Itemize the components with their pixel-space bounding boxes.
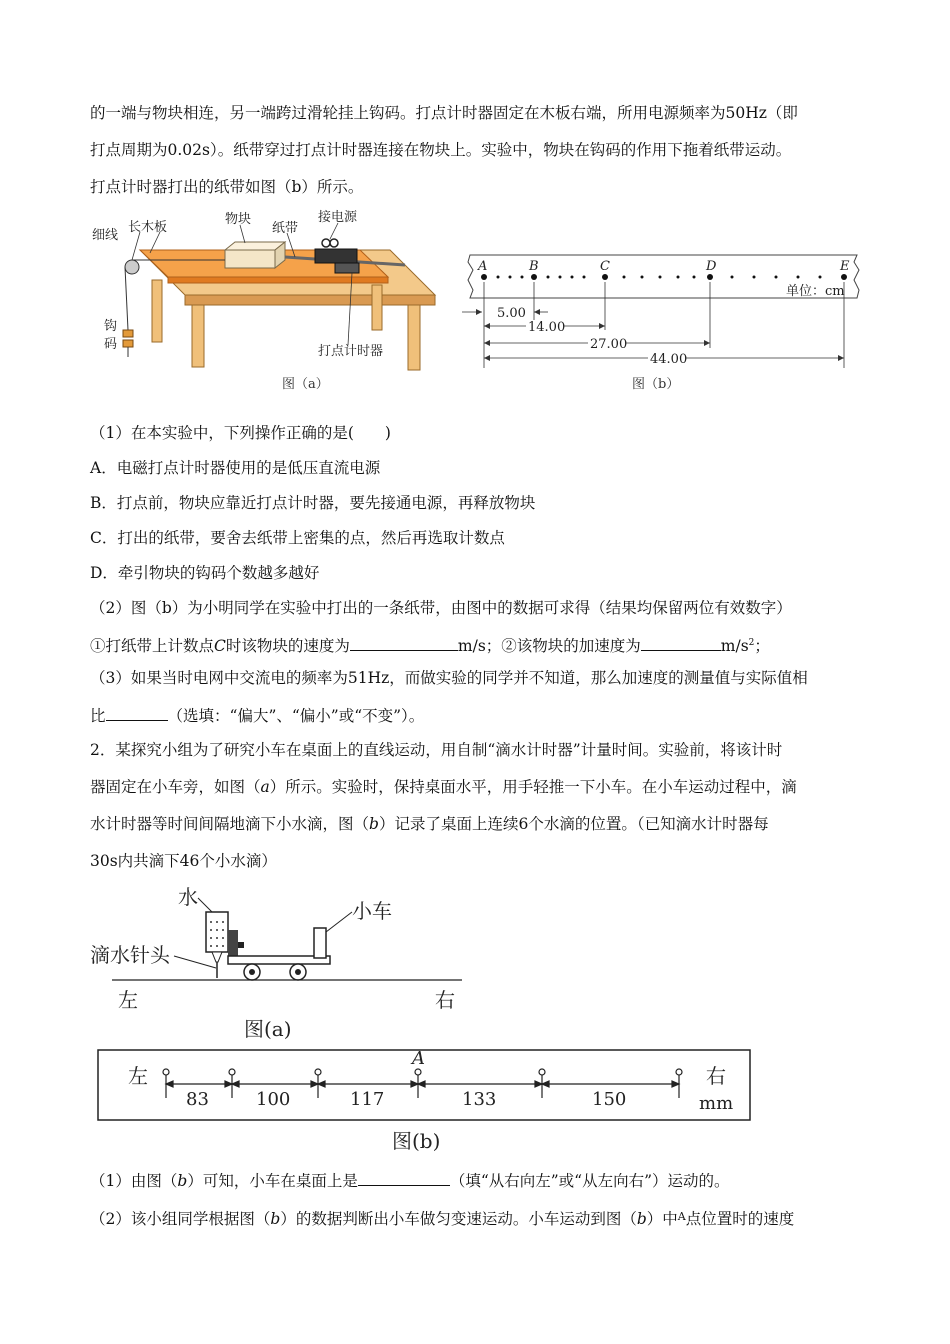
p2q1-c: （填“从右向左”或“从左向右”）运动的。 (449, 1172, 730, 1190)
tape-dot-1 (509, 276, 512, 279)
tape-dot-3 (547, 276, 550, 279)
tape-dot-16 (819, 276, 822, 279)
p2q2-d: 点位置时的速度 (685, 1210, 795, 1228)
p2-line-2 (90, 777, 797, 797)
water-drop-0 (163, 1069, 169, 1075)
p2-l3a: 水计时器等时间间隔地滴下小水滴，图（ (90, 815, 370, 833)
label-you: 右 (435, 988, 455, 1012)
tape-dot-7 (623, 276, 626, 279)
label-zhentou: 滴水针头 (90, 943, 170, 967)
q2-stem: （2）图（b）为小明同学在实验中打出的一条纸带，由图中的数据可求得（结果均保留两位有效数字） (90, 599, 792, 617)
count-point-2 (602, 274, 608, 280)
intro-line-3: 打点计时器打出的纸带如图（b）所示。 (90, 178, 364, 196)
tape-dot-10 (677, 276, 680, 279)
figure-a-apparatus (90, 205, 450, 400)
q1-option-d: D．牵引物块的钩码个数越多越好 (90, 564, 320, 582)
label-changmuban: 长木板 (128, 220, 168, 235)
p2q2-c: ）中 (646, 1210, 678, 1228)
label-zuo: 左 (118, 988, 138, 1012)
q2-u2: m/s (720, 637, 749, 656)
q3-l2a: 比 (90, 707, 106, 725)
point-B: B (529, 259, 539, 274)
q1-option-b: B．打点前，物块应靠近打点计时器，要先接通电源，再释放物块 (90, 494, 536, 512)
tape-dot-8 (641, 276, 644, 279)
dim-27: 27.00 (590, 337, 628, 352)
p2q1-a: （1）由图（ (90, 1172, 178, 1190)
intro-line-1: 的一端与物块相连，另一端跨过滑轮挂上钩码。打点计时器固定在木板右端，所用电源频率为50Hz（即 (90, 104, 798, 122)
tape-dot-12 (731, 276, 734, 279)
water-drop-2 (315, 1069, 321, 1075)
label-zuo-b: 左 (128, 1064, 148, 1088)
q2-p1: ①打纸带上计数点 (90, 637, 215, 656)
count-point-1 (531, 274, 537, 280)
p2-l2a: 器固定在小车旁，如图（ (90, 778, 261, 796)
label-you-b: 右 (706, 1064, 726, 1088)
unit-label: 单位：cm (786, 284, 845, 299)
q2-p2: 时该物块的速度为 (225, 637, 350, 656)
figure-2a-caption: 图(a) (244, 1017, 292, 1041)
label-xiaoche: 小车 (352, 899, 392, 923)
point-D: D (706, 259, 717, 274)
dim-83: 83 (186, 1089, 209, 1110)
tape-dot-13 (753, 276, 756, 279)
tape-dot-0 (497, 276, 500, 279)
tape-dot-5 (571, 276, 574, 279)
q2-end: ； (754, 637, 770, 656)
tape-dot-2 (521, 276, 524, 279)
q3-line-2 (90, 705, 424, 726)
label-mm: mm (699, 1093, 734, 1114)
water-drop-1 (229, 1069, 235, 1075)
tape-dot-14 (775, 276, 778, 279)
figure-b-tape (462, 250, 862, 400)
figure-2b-drops (96, 1048, 756, 1158)
answer-blank-compare[interactable] (106, 705, 168, 721)
p2-l3i: b (369, 815, 379, 833)
label-xixian: 细线 (92, 228, 119, 243)
p2q2-i2: b (636, 1210, 647, 1228)
tape-dot-4 (559, 276, 562, 279)
dim-44: 44.00 (650, 352, 688, 367)
p2-l3b: ）记录了桌面上连续6个水滴的位置。（已知滴水计时器每 (378, 815, 769, 833)
dim-14: 14.00 (528, 320, 566, 335)
count-point-3 (707, 274, 713, 280)
label-shui: 水 (178, 885, 198, 909)
tape-dot-15 (797, 276, 800, 279)
answer-blank-direction[interactable] (358, 1170, 450, 1186)
q3-line-1: （3）如果当时电网中交流电的频率为51Hz，而做实验的同学并不知道，那么加速度的测量值与实际值相 (90, 669, 808, 687)
point-E: E (840, 259, 850, 274)
water-drop-3 (415, 1069, 421, 1075)
q1-stem: （1）在本实验中，下列操作正确的是( ) (90, 424, 391, 442)
water-drop-5 (676, 1069, 682, 1075)
p2q2-A: A (677, 1210, 686, 1223)
q1-option-c: C．打出的纸带，要舍去纸带上密集的点，然后再选取计数点 (90, 529, 505, 547)
q1-option-a: A．电磁打点计时器使用的是低压直流电源 (90, 459, 381, 477)
p2-line-3 (90, 814, 769, 834)
count-point-4 (841, 274, 847, 280)
dim-117: 117 (350, 1089, 385, 1110)
answer-blank-acceleration[interactable] (641, 635, 721, 651)
figure-b-caption: 图（b） (632, 377, 680, 392)
p2q2-b: ）的数据判断出小车做匀变速运动。小车运动到图（ (280, 1210, 637, 1228)
label-wukuai: 物块 (225, 212, 252, 227)
label-ma: 码 (104, 337, 118, 352)
water-drop-4 (539, 1069, 545, 1075)
label-gou: 钩 (104, 319, 118, 334)
tape-dot-9 (659, 276, 662, 279)
label-a: A (412, 1048, 425, 1069)
label-dadian: 打点计时器 (318, 344, 384, 359)
tape-dot-11 (693, 276, 696, 279)
p2q2-a: （2）该小组同学根据图（ (90, 1210, 271, 1228)
label-zhidai: 纸带 (272, 221, 299, 236)
point-A: A (478, 259, 488, 274)
p2q1-line (90, 1170, 730, 1191)
p2q1-b: ）可知，小车在桌面上是 (187, 1172, 358, 1190)
figure-2b-caption: 图(b) (392, 1129, 441, 1153)
tape-dot-6 (583, 276, 586, 279)
dim-150: 150 (592, 1089, 627, 1110)
p2q2-line (90, 1207, 794, 1229)
q2-point-c: C (214, 637, 226, 656)
q2-line (90, 633, 770, 656)
p2-l2i: a (260, 778, 270, 796)
q2-u1: m/s；②该物块的加速度为 (457, 637, 641, 656)
p2q1-i: b (177, 1172, 188, 1190)
point-C: C (600, 259, 610, 274)
dim-133: 133 (462, 1089, 497, 1110)
p2-l2b: ）所示。实验时，保持桌面水平，用手轻推一下小车。在小车运动过程中，滴 (269, 778, 797, 796)
intro-line-2: 打点周期为0.02s）。纸带穿过打点计时器连接在物块上。实验中，物块在钩码的作用下拖着纸带运动。 (90, 141, 792, 159)
dim-100: 100 (256, 1089, 291, 1110)
figure-2a-cart (90, 880, 470, 1045)
figure-a-caption: 图（a） (282, 377, 329, 392)
q3-l2b: （选填：“偏大”、“偏小”或“不变”）。 (167, 707, 425, 725)
count-point-0 (481, 274, 487, 280)
p2q2-i1: b (270, 1210, 281, 1228)
p2-line-4: 30s内共滴下46个小水滴） (90, 852, 277, 870)
q2-sup: 2 (748, 638, 755, 648)
label-jiedianyuan: 接电源 (318, 210, 358, 225)
p2-line-1: 2．某探究小组为了研究小车在桌面上的直线运动，用自制“滴水计时器”计量时间。实验前，将该计时 (90, 741, 783, 759)
answer-blank-velocity[interactable] (350, 635, 458, 651)
dim-5: 5.00 (497, 306, 526, 321)
